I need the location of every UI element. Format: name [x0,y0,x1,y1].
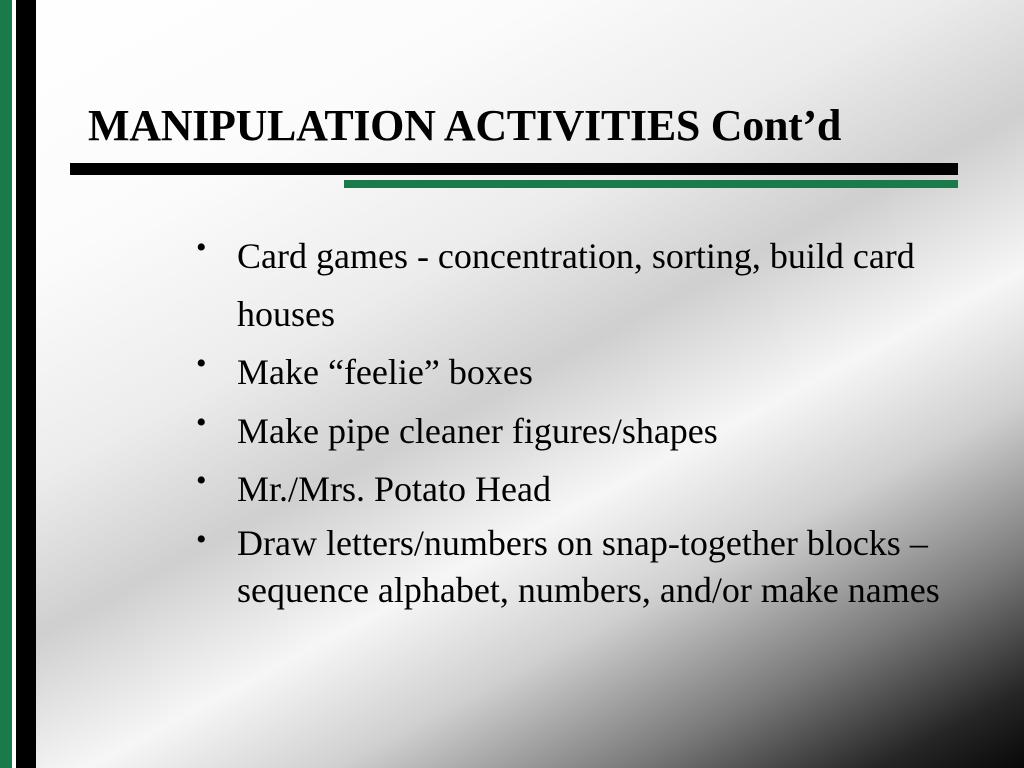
list-item [196,520,996,615]
list-item-text: Mr./Mrs. Potato Head [237,469,551,510]
bullet-icon: • [196,231,207,264]
bullet-icon: • [196,464,207,498]
left-green-stripe [0,0,12,768]
bullet-list [196,228,996,615]
list-item [196,461,996,519]
slide-title: MANIPULATION ACTIVITIES Cont’d [88,101,841,150]
bullet-icon: • [196,347,207,381]
list-item-text: Draw letters/numbers on snap-together blocks – sequence alphabet, numbers, and/or make names [237,522,940,611]
list-item-text: Card games - concentration, sorting, build card houses [237,236,915,334]
list-item [196,228,996,343]
list-item [196,403,996,461]
title-rule-green [344,180,958,188]
list-item-text: Make “feelie” boxes [237,352,533,393]
bullet-icon: • [196,405,207,439]
bullet-icon: • [196,522,207,556]
left-black-stripe [16,0,36,768]
list-item-text: Make pipe cleaner figures/shapes [237,410,718,451]
title-rule-black [70,163,958,175]
list-item [196,344,996,402]
